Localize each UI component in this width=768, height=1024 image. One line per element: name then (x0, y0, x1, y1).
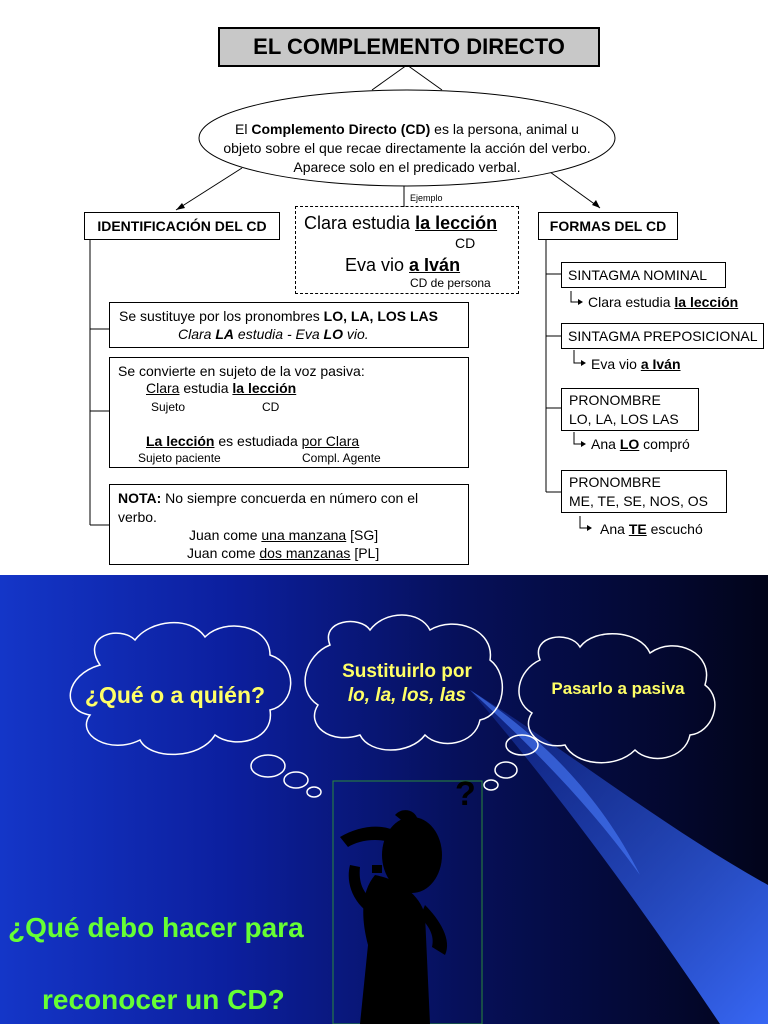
cloud-1-text: ¿Qué o a quién? (84, 682, 266, 708)
example-box (295, 206, 519, 294)
thought-cloud-1 (70, 623, 321, 797)
example-tag: Ejemplo (410, 193, 443, 203)
form-example-1: Clara estudia la lección (588, 294, 739, 310)
cloud-3-text: Pasarlo a pasiva (551, 679, 685, 698)
label-compl-agente: Compl. Agente (302, 451, 381, 465)
example-sentence-1: Clara estudia la lección (304, 213, 498, 233)
page-title: EL COMPLEMENTO DIRECTO (218, 27, 600, 67)
identification-passive-box (109, 357, 469, 468)
cloud-2-text: Sustituirlo por lo, la, los, las (342, 661, 472, 706)
identification-note-box: NOTA: No siempre concuerda en número con el verbo. Juan come una manzana [SG] Juan come dos manzanas [PL] (109, 484, 469, 565)
slide-graphics (0, 575, 768, 1024)
note-example-2: Juan come dos manzanas [PL] (187, 545, 380, 561)
form-example-4: Ana TE escuchó (600, 521, 703, 537)
form-sintagma-nominal: SINTAGMA NOMINAL (561, 262, 726, 288)
light-beam (470, 690, 768, 1024)
label-cd: CD (262, 400, 280, 414)
definition-text: El Complemento Directo (CD) es la persona, animal u objeto sobre el que recae directamente la acción del verbo. Aparece solo en el predicado verbal. (223, 121, 591, 175)
form-sintagma-preposicional: SINTAGMA PREPOSICIONAL (561, 323, 764, 349)
form-pronombre-me: PRONOMBRE ME, TE, SE, NOS, OS (561, 470, 727, 513)
form-example-3: Ana LO compró (591, 436, 690, 452)
question-mark-icon: ? (455, 775, 476, 813)
question-line-2: reconocer un CD? (42, 984, 285, 1015)
note-example-1: Juan come una manzana [SG] (189, 527, 379, 543)
example-note-1: CD (455, 235, 476, 251)
note-text-2: verbo. (118, 509, 157, 525)
thinking-person-icon (340, 810, 447, 1024)
label-sujeto: Sujeto (151, 400, 186, 414)
identification-header: IDENTIFICACIÓN DEL CD (84, 212, 280, 240)
active-sentence: Clara estudia la lección (146, 380, 297, 396)
form-example-2: Eva vio a Iván (591, 356, 681, 372)
passive-explanation: Se convierte en sujeto de la voz pasiva: (118, 363, 365, 379)
form-pronombre-lo: PRONOMBRE LO, LA, LOS LAS (561, 388, 699, 431)
example-note-2: CD de persona (410, 276, 491, 290)
label-sujeto-paciente: Sujeto paciente (138, 451, 221, 465)
example-sentence-2: Eva vio a Iván (345, 255, 461, 275)
passive-sentence: La lección es estudiada por Clara (146, 433, 360, 449)
forms-header: FORMAS DEL CD (538, 212, 678, 240)
slide (0, 575, 768, 1024)
question-line-1: ¿Qué debo hacer para (8, 912, 304, 943)
identification-pronouns-box: Se sustituye por los pronombres LO, LA, LOS LAS Clara LA estudia - Eva LO vio. (109, 302, 469, 348)
